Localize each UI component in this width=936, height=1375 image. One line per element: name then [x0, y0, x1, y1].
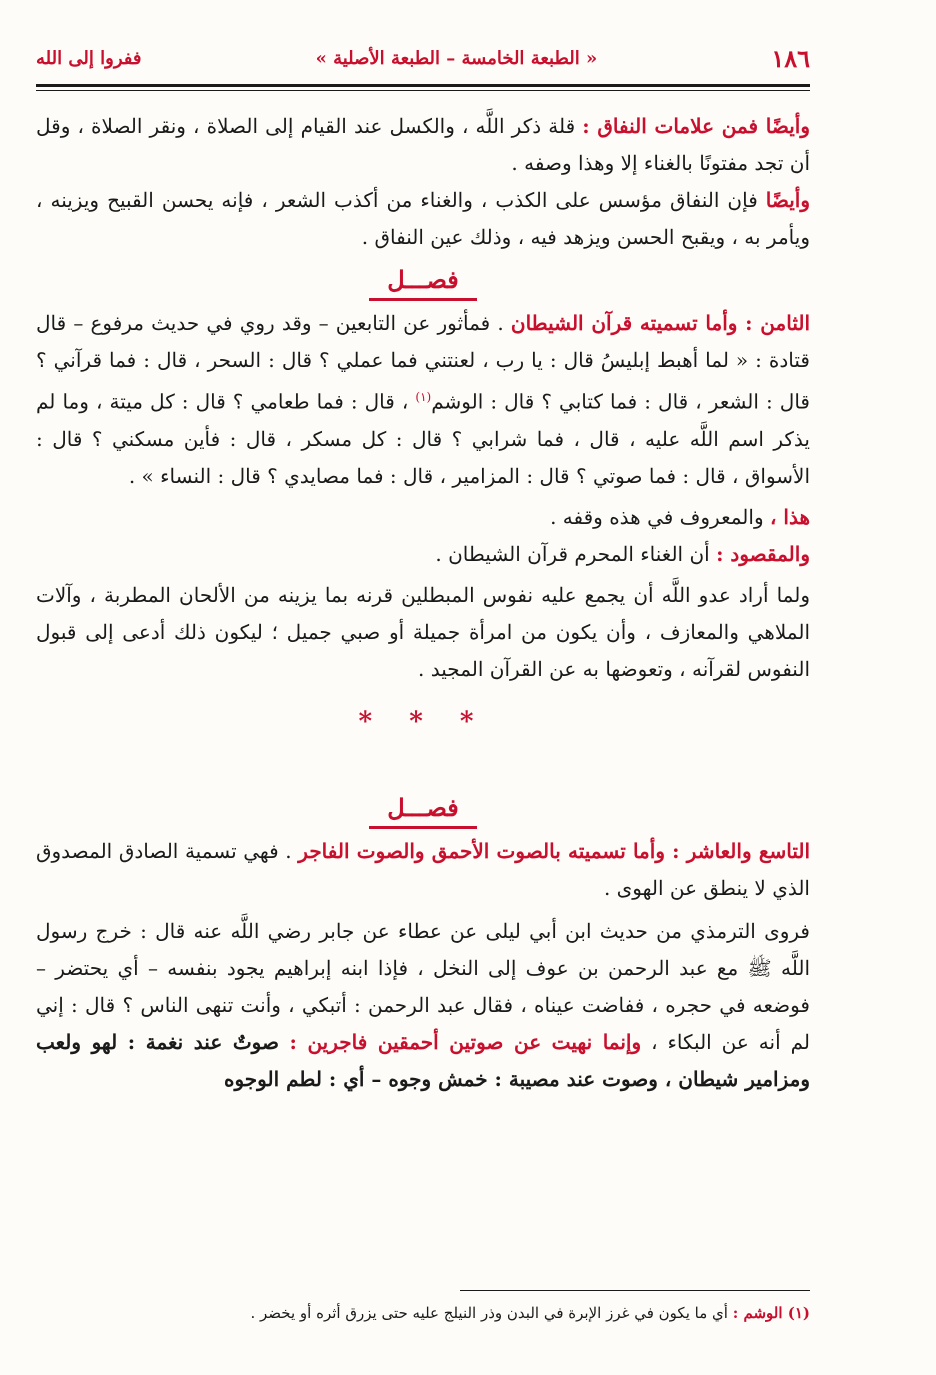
separator-stars: * * * [358, 706, 488, 737]
paragraph-body: والمعروف في هذه وقفه . [550, 504, 770, 529]
hadith-quote: وإنما نهيت عن صوتين أحمقين فاجرين : [289, 1029, 642, 1054]
paragraph-body: ، قال : فما طعامي ؟ قال : كل ميتة ، وما لم يذكر اسم اللَّه عليه ، قال ، فما شرابي ؟ قال : كل مسكر ، قال : فأين مسكني ؟ قال : الأسواق ، قال : فما صوتي ؟ قال : المزامير ، قال : فما مصايدي ؟ قال : النساء » . [36, 389, 810, 488]
paragraph-hadha [36, 499, 810, 536]
paragraph-tirmidhi [36, 913, 810, 1098]
page-header [36, 38, 810, 78]
paragraph-lead: والمقصود : [716, 541, 810, 566]
paragraph-enemy [36, 577, 810, 688]
footnote-ref[interactable]: (١) [415, 390, 432, 404]
paragraph-body: ولما أراد عدو اللَّه أن يجمع عليه نفوس المبطلين قرنه بما يزينه من الألحان المطربة ، وآلات الملاهي والمعازف ، وأن يكون من امرأة جميلة أو صبي جميل ؛ ليكون ذلك أدعى إلى قبول النفوس لقرآنه ، وتعوضها به عن القرآن المجيد . [36, 582, 810, 681]
paragraph-body: أن الغناء المحرم قرآن الشيطان . [435, 541, 717, 566]
footnote-text: أي ما يكون في غرز الإبرة في البدن وذر النيلج عليه حتى يزرق أثره أو يخضر . [250, 1304, 733, 1322]
header-rule-thin [36, 90, 810, 91]
paragraph-eighth [36, 305, 810, 495]
paragraph-body: . فمأثور عن التابعين – وقد روي في حديث مرفوع – قال قتادة : « لما أهبط إبليسُ قال : يا رب ، لعنتني فما عملي ؟ قال : السحر ، قال : فما قرآني ؟ قال : الشعر ، قال : فما كتابي ؟ قال : الوشم [36, 311, 810, 414]
paragraph-hypocrisy-lies [36, 182, 810, 256]
header-rule-thick [36, 84, 810, 87]
edition-label: « الطبعة الخامسة – الطبعة الأصلية » [315, 47, 598, 69]
paragraph-lead: وأيضًا [765, 188, 810, 212]
paragraph-lead: وأيضًا فمن علامات النفاق : [582, 114, 810, 138]
paragraph-body: فإن النفاق مؤسس على الكذب ، والغناء من أكذب الشعر ، فإنه يحسن القبيح ويزينه ، ويأمر به ، ويقبح الحسن ويزهد فيه ، وذلك عين النفاق . [36, 188, 810, 249]
paragraph-maqsud [36, 536, 810, 573]
paragraph-lead: الثامن : وأما تسميته قرآن الشيطان [510, 311, 810, 335]
paragraph-body: . فهي تسمية الصادق المصدوق الذي لا ينطق عن الهوى . [36, 838, 810, 900]
section-heading: فصـــل [36, 262, 810, 301]
paragraph-body: فروى الترمذي من حديث ابن أبي ليلى عن عطاء عن جابر رضي اللَّه عنه قال : خرج رسول اللَّه ﷺ مع عبد الرحمن بن عوف إلى النخل ، فإذا ابنه إبراهيم يجود بنفسه – أي يحتضر – فوضعه في حجره ، ففاضت عيناه ، فقال عبد الرحمن : أتبكي ، وأنت تنهى الناس ؟ قال : إني لم أنه عن البكاء ، [36, 918, 810, 1054]
paragraph-lead: هذا ، [769, 504, 810, 529]
main-text [36, 108, 810, 1098]
paragraph-body: قلة ذكر اللَّه ، والكسل عند القيام إلى الصلاة ، ونقر الصلاة ، وقل أن تجد مفتونًا بالغناء إلا وهذا وصفه . [36, 114, 810, 175]
page-number: ١٨٦ [771, 43, 810, 73]
paragraph-ninth-tenth [36, 833, 810, 907]
footnote-label: (١) الوشم : [732, 1304, 810, 1322]
paragraph-hypocrisy-signs [36, 108, 810, 182]
section-heading: فصـــل [36, 790, 810, 829]
hadith-quote-continued: صوتٌ عند نغمة : لهو ولعب ومزامير شيطان ، وصوت عند مصيبة : خمش وجوه – أي : لطم الوجوه [36, 1029, 810, 1091]
paragraph-lead: التاسع والعاشر : وأما تسميته بالصوت الأحمق والصوت الفاجر [298, 838, 810, 863]
running-title: ففروا إلى الله [36, 47, 142, 69]
footnote-rule [460, 1290, 810, 1291]
footnote [36, 1300, 810, 1326]
